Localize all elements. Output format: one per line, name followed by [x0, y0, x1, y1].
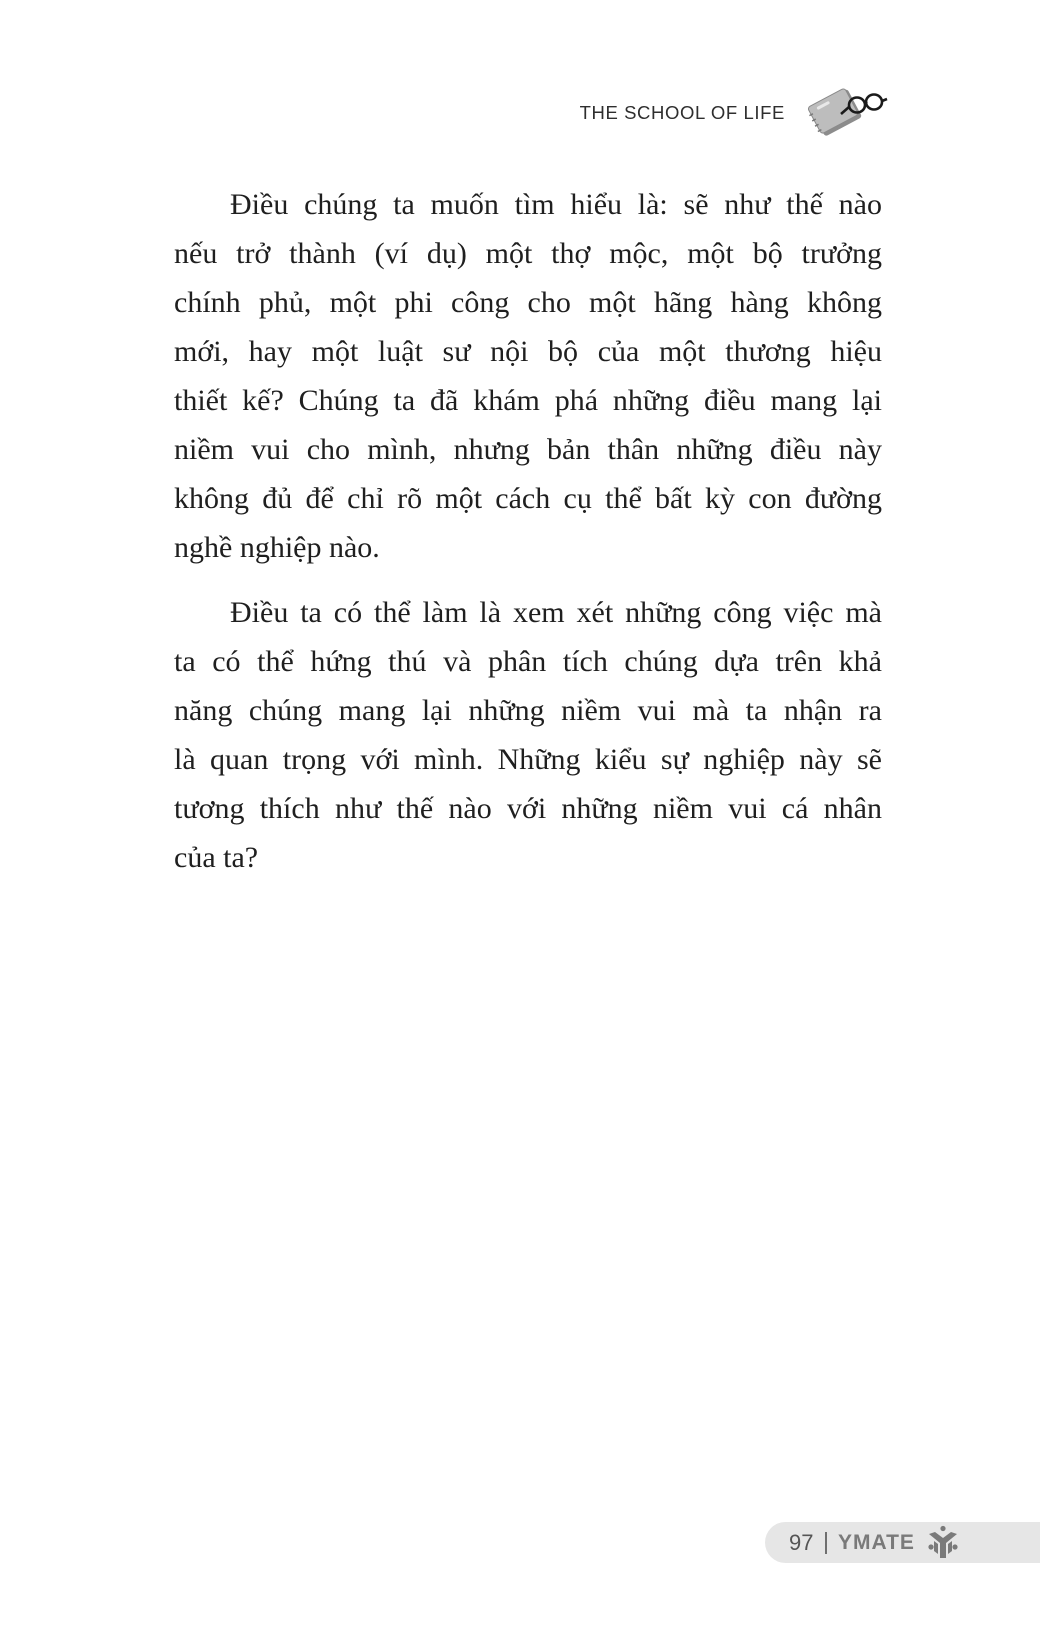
text-line: không đủ để chỉ rõ một cách cụ thể bất kỳ con đường — [174, 482, 882, 515]
book-with-glasses-icon — [808, 86, 888, 138]
paragraph-1 — [174, 180, 882, 572]
text-line: là quan trọng với mình. Những kiểu sự nghiệp này sẽ — [174, 743, 882, 776]
ymate-logo-icon — [925, 1525, 961, 1561]
text-line: thiết kế? Chúng ta đã khám phá những điều mang lại — [174, 384, 882, 417]
paragraph-2 — [174, 588, 882, 882]
body-text — [174, 180, 882, 898]
page-footer — [765, 1522, 1040, 1563]
text-line: Điều chúng ta muốn tìm hiểu là: sẽ như thế nào — [230, 188, 882, 221]
text-line: mới, hay một luật sư nội bộ của một thương hiệu — [174, 335, 882, 368]
footer-divider — [825, 1532, 827, 1554]
running-header: THE SCHOOL OF LIFE — [579, 102, 785, 123]
text-line: ta có thể hứng thú và phân tích chúng dựa trên khả — [174, 645, 882, 678]
text-line: chính phủ, một phi công cho một hãng hàng không — [174, 286, 882, 319]
text-line: niềm vui cho mình, nhưng bản thân những điều này — [174, 433, 882, 466]
text-line: của ta? — [174, 841, 259, 874]
text-line: năng chúng mang lại những niềm vui mà ta nhận ra — [174, 694, 882, 727]
text-line: nếu trở thành (ví dụ) một thợ mộc, một bộ trưởng — [174, 237, 882, 270]
text-line: Điều ta có thể làm là xem xét những công việc mà — [230, 596, 882, 629]
text-line: tương thích như thế nào với những niềm vui cá nhân — [174, 792, 882, 825]
text-line: nghề nghiệp nào. — [174, 531, 380, 564]
brand-name: YMATE — [837, 1531, 915, 1554]
page-number: 97 — [789, 1530, 814, 1555]
